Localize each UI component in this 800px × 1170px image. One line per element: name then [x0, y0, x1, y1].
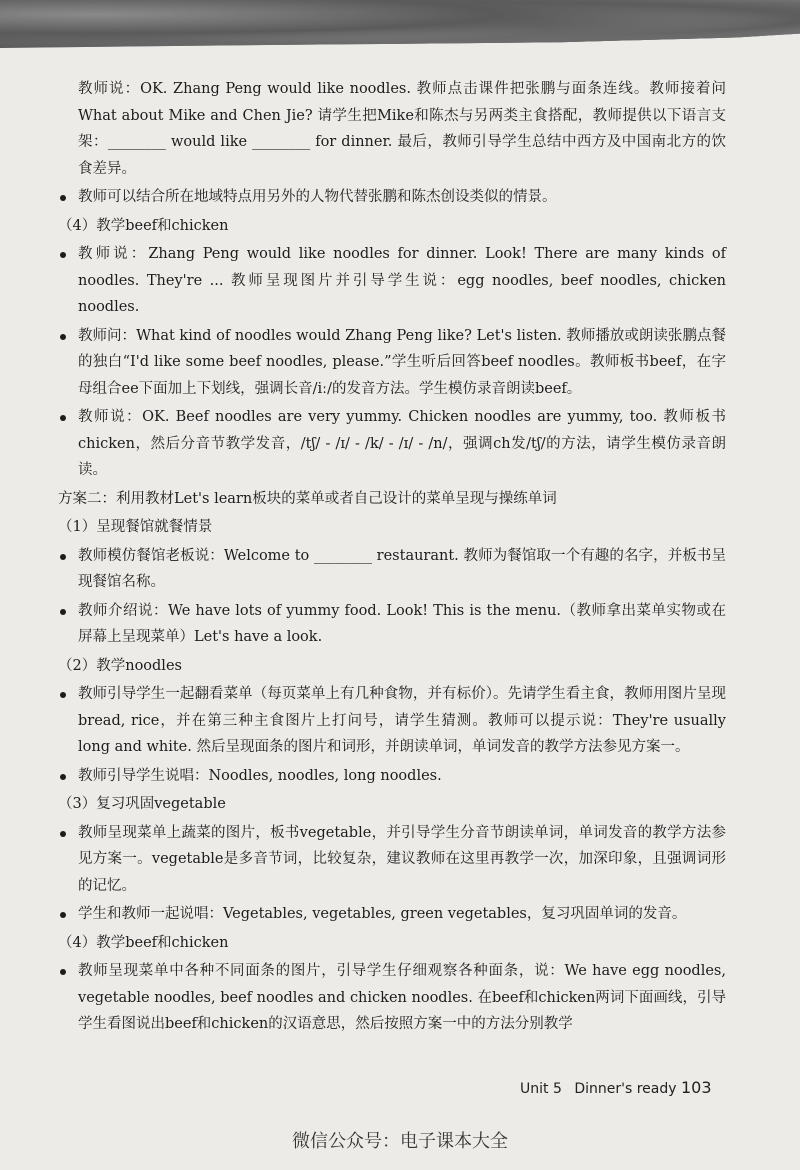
page-body [58, 76, 726, 1040]
page-number: 103 [680, 1078, 712, 1097]
section-heading: （3）复习巩固vegetable [58, 796, 226, 812]
section-heading: （2）教学noodles [58, 657, 182, 674]
bullet-item: 教师呈现菜单中各种不同面条的图片，引导学生仔细观察各种面条，说：We have egg noodles, vegetable noodles, beef noodles and chicken noodles. 在beef和chicken两词下面画线，引导学生看图说出beef和chicken的汉语意思，然后按照方案一中的方法分别教学 [58, 958, 726, 1038]
bullet-item: 教师模仿餐馆老板说：Welcome to ________ restaurant. 教师为餐馆取一个有趣的名字，并板书呈现餐馆名称。 [58, 543, 726, 596]
footer-unit: Unit 5 [520, 1081, 562, 1097]
page-footer [520, 1078, 712, 1097]
bullet-item: 学生和教师一起说唱：Vegetables, vegetables, green vegetables，复习巩固单词的发音。 [58, 901, 726, 928]
footer-unit-title: Dinner's ready [574, 1081, 677, 1097]
bullet-item: 教师介绍说：We have lots of yummy food. Look! This is the menu.（教师拿出菜单实物或在屏幕上呈现菜单）Let's have a look. [58, 598, 726, 651]
bullet-item: 教师可以结合所在地域特点用另外的人物代替张鹏和陈杰创设类似的情景。 [58, 184, 726, 211]
bullet-dot-icon [60, 692, 66, 698]
bullet-item: 教师引导学生一起翻看菜单（每页菜单上有几种食物，并有标价）。先请学生看主食，教师用图片呈现bread, rice，并在第三种主食图片上打问号，请学生猜测。教师可以提示说：They're usually long and white. 然后呈现面条的图片和词形，并朗读单词，单词发音的教学方法参见方案一。 [58, 681, 726, 761]
bullet-item: 教师说：OK. Beef noodles are very yummy. Chicken noodles are yummy, too. 教师板书chicken，然后分音节教学发音，/tʃ/ - /ɪ/ - /k/ - /ɪ/ - /n/，强调ch发/tʃ/的方法，请学生模仿录音朗读。 [58, 404, 726, 484]
section-heading: （4）教学beef和chicken [58, 217, 229, 234]
section-heading: 方案二：利用教材Let's learn板块的菜单或者自己设计的菜单呈现与操练单词 [58, 490, 557, 507]
watermark-text: 微信公众号：电子课本大全 [292, 1131, 508, 1152]
bullet-dot-icon [60, 415, 66, 421]
bullet-dot-icon [60, 774, 66, 780]
bullet-dot-icon [60, 969, 66, 975]
paragraph-continuation: 教师说：OK. Zhang Peng would like noodles. 教师点击课件把张鹏与面条连线。教师接着问What about Mike and Chen Jie? 请学生把Mike和陈杰与另两类主食搭配，教师提供以下语言支架：________ would like ________ for dinner. 最后，教师引导学生总结中西方及中国南北方的饮食差异。 [78, 81, 726, 177]
bullet-item: 教师说：Zhang Peng would like noodles for dinner. Look! There are many kinds of noodles. They're ... 教师呈现图片并引导学生说：egg noodles, beef noodles, chicken noodles. [58, 241, 726, 321]
bullet-dot-icon [60, 334, 66, 340]
bullet-item: 教师问：What kind of noodles would Zhang Peng like? Let's listen. 教师播放或朗读张鹏点餐的独白“I'd like some beef noodles, please.”学生听后回答beef noodles。教师板书beef，在字母组合ee下面加上下划线，强调长音/iː/的发音方法。学生模仿录音朗读beef。 [58, 323, 726, 403]
top-photo-strip [0, 0, 800, 48]
bullet-dot-icon [60, 195, 66, 201]
bullet-dot-icon [60, 609, 66, 615]
bullet-dot-icon [60, 252, 66, 258]
bullet-dot-icon [60, 912, 66, 918]
bullet-dot-icon [60, 831, 66, 837]
section-heading: （4）教学beef和chicken [58, 934, 229, 951]
bullet-item: 教师引导学生说唱：Noodles, noodles, long noodles. [58, 763, 726, 790]
bullet-dot-icon [60, 554, 66, 560]
section-heading: （1）呈现餐馆就餐情景 [58, 519, 213, 535]
bullet-item: 教师呈现菜单上蔬菜的图片，板书vegetable，并引导学生分音节朗读单词，单词发音的教学方法参见方案一。vegetable是多音节词，比较复杂，建议教师在这里再教学一次，加深印象，且强调词形的记忆。 [58, 820, 726, 900]
